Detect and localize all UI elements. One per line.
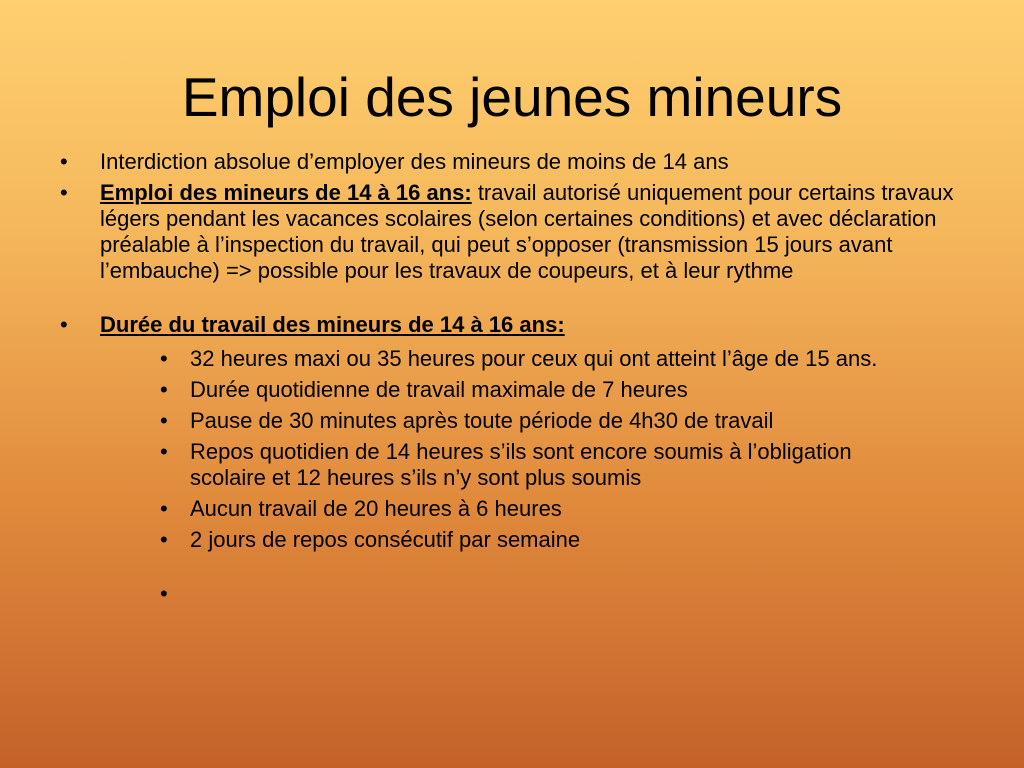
sub-bullet-text: Durée quotidienne de travail maximale de 7 heures [190,377,688,402]
bullet-lead: Emploi des mineurs de 14 à 16 ans: [100,180,472,205]
sub-bullet-text: 32 heures maxi ou 35 heures pour ceux qui ont atteint l’âge de 15 ans. [190,346,878,371]
sub-bullet-item [160,377,890,403]
sub-bullet-item [160,346,890,372]
bullet-icon: • [160,346,168,371]
sub-bullet-item [160,527,890,553]
sub-bullet-text: 2 jours de repos consécutif par semaine [190,527,581,552]
bullet-lead: Durée du travail des mineurs de 14 à 16 ans: [100,312,565,337]
bullet-icon: • [160,377,168,402]
bullet-icon: • [160,527,168,552]
bullet-item [60,180,960,284]
bullet-item [60,312,960,607]
bullet-icon: • [60,180,68,205]
sub-bullet-list [160,346,890,607]
slide-title: Emploi des jeunes mineurs [181,66,843,128]
bullet-icon: • [160,496,168,521]
sub-bullet-text: Repos quotidien de 14 heures s’ils sont encore soumis à l’obligation scolaire et 12 heures s’ils n’y sont plus soumis [190,439,852,490]
bullet-text: Interdiction absolue d’employer des mineurs de moins de 14 ans [100,149,729,174]
bullet-item [60,149,960,175]
bullet-text: travail autorisé uniquement pour certains travaux légers pendant les vacances scolaires (selon certaines conditions) et avec déclaration préalable à l’inspection du travail, qui peut s’opposer (transmission 15 jours avant l’embauche) => possible pour les travaux de coupeurs, et à leur rythme [100,180,954,283]
sub-bullet-item-empty [160,581,890,607]
sub-bullet-text: Pause de 30 minutes après toute période de 4h30 de travail [190,408,774,433]
bullet-icon: • [60,149,68,174]
bullet-icon: • [160,439,168,464]
sub-bullet-item [160,496,890,522]
bullet-icon: • [160,408,168,433]
bullet-icon: • [160,581,168,606]
bullet-icon: • [60,312,68,337]
sub-bullet-item [160,408,890,434]
sub-bullet-text: Aucun travail de 20 heures à 6 heures [190,496,562,521]
bullet-list [60,149,960,612]
sub-bullet-item [160,439,890,491]
